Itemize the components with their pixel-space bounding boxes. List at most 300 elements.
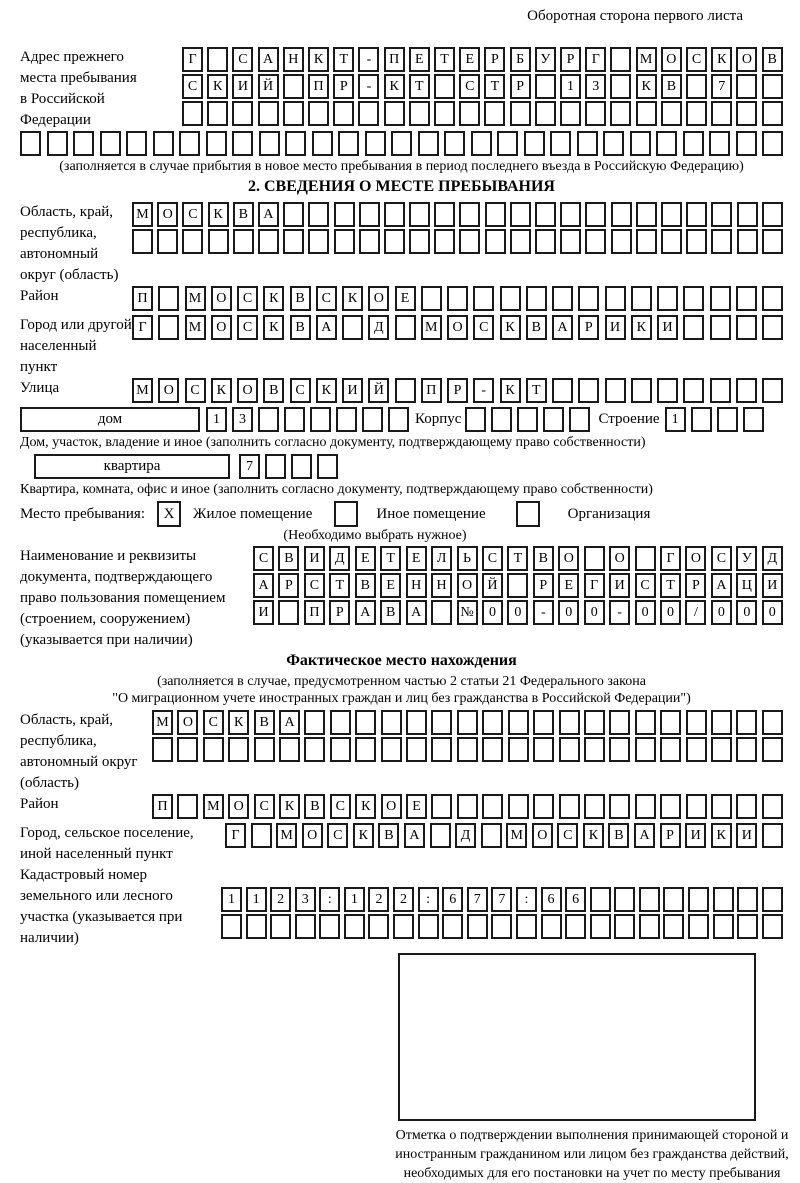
char-cell[interactable]: [636, 101, 657, 126]
char-cell[interactable]: О: [368, 286, 389, 311]
char-cell[interactable]: М: [132, 378, 153, 403]
char-cell[interactable]: [434, 101, 455, 126]
char-cell[interactable]: [207, 47, 228, 72]
char-cell[interactable]: С: [185, 378, 206, 403]
char-cell[interactable]: [691, 407, 712, 432]
char-cell[interactable]: А: [711, 573, 732, 598]
char-cell[interactable]: И: [685, 823, 706, 848]
char-cell[interactable]: [559, 737, 580, 762]
char-cell[interactable]: [421, 286, 442, 311]
char-cell[interactable]: [762, 794, 783, 819]
char-cell[interactable]: [471, 131, 492, 156]
house-box[interactable]: дом: [20, 407, 200, 432]
char-cell[interactable]: [182, 101, 203, 126]
char-cell[interactable]: [762, 710, 783, 735]
char-cell[interactable]: [533, 737, 554, 762]
char-cell[interactable]: В: [608, 823, 629, 848]
char-cell[interactable]: [126, 131, 147, 156]
char-cell[interactable]: О: [381, 794, 402, 819]
char-cell[interactable]: С: [203, 710, 224, 735]
char-cell[interactable]: [431, 794, 452, 819]
char-cell[interactable]: [228, 737, 249, 762]
char-cell[interactable]: 0: [558, 600, 579, 625]
char-cell[interactable]: [208, 229, 229, 254]
char-cell[interactable]: 1: [246, 887, 267, 912]
char-cell[interactable]: [431, 710, 452, 735]
char-cell[interactable]: [334, 229, 355, 254]
char-cell[interactable]: [631, 286, 652, 311]
char-cell[interactable]: К: [500, 315, 521, 340]
char-cell[interactable]: Е: [380, 573, 401, 598]
char-cell[interactable]: [232, 131, 253, 156]
char-cell[interactable]: 1: [344, 887, 365, 912]
char-cell[interactable]: [406, 737, 427, 762]
char-cell[interactable]: 1: [221, 887, 242, 912]
char-cell[interactable]: Е: [355, 546, 376, 571]
char-cell[interactable]: [206, 131, 227, 156]
char-cell[interactable]: К: [208, 202, 229, 227]
char-cell[interactable]: [560, 101, 581, 126]
char-cell[interactable]: К: [711, 823, 732, 848]
char-cell[interactable]: [459, 202, 480, 227]
char-cell[interactable]: [482, 710, 503, 735]
char-cell[interactable]: В: [378, 823, 399, 848]
char-cell[interactable]: [507, 573, 528, 598]
char-cell[interactable]: К: [207, 74, 228, 99]
char-cell[interactable]: 7: [467, 887, 488, 912]
char-cell[interactable]: [381, 737, 402, 762]
char-cell[interactable]: [310, 407, 331, 432]
char-cell[interactable]: И: [762, 573, 783, 598]
char-cell[interactable]: [497, 131, 518, 156]
char-cell[interactable]: [614, 914, 635, 939]
char-cell[interactable]: [533, 710, 554, 735]
char-cell[interactable]: [636, 202, 657, 227]
char-cell[interactable]: [603, 131, 624, 156]
char-cell[interactable]: [330, 737, 351, 762]
char-cell[interactable]: [431, 600, 452, 625]
char-cell[interactable]: [550, 131, 571, 156]
char-cell[interactable]: [482, 737, 503, 762]
char-cell[interactable]: [736, 286, 757, 311]
char-cell[interactable]: [270, 914, 291, 939]
char-cell[interactable]: 3: [232, 407, 253, 432]
char-cell[interactable]: 0: [660, 600, 681, 625]
char-cell[interactable]: [465, 407, 486, 432]
char-cell[interactable]: О: [532, 823, 553, 848]
char-cell[interactable]: [535, 202, 556, 227]
char-cell[interactable]: Ц: [736, 573, 757, 598]
char-cell[interactable]: [362, 407, 383, 432]
char-cell[interactable]: [152, 737, 173, 762]
char-cell[interactable]: [762, 286, 783, 311]
char-cell[interactable]: [585, 229, 606, 254]
char-cell[interactable]: С: [330, 794, 351, 819]
char-cell[interactable]: Е: [395, 286, 416, 311]
char-cell[interactable]: 2: [270, 887, 291, 912]
char-cell[interactable]: [661, 229, 682, 254]
char-cell[interactable]: [762, 202, 783, 227]
char-cell[interactable]: [259, 131, 280, 156]
char-cell[interactable]: [736, 737, 757, 762]
char-cell[interactable]: 0: [584, 600, 605, 625]
char-cell[interactable]: [736, 378, 757, 403]
char-cell[interactable]: Й: [482, 573, 503, 598]
char-cell[interactable]: [762, 737, 783, 762]
char-cell[interactable]: Р: [447, 378, 468, 403]
char-cell[interactable]: [711, 101, 732, 126]
char-cell[interactable]: Е: [406, 546, 427, 571]
char-cell[interactable]: [663, 887, 684, 912]
char-cell[interactable]: С: [327, 823, 348, 848]
checkbox-zhiloe[interactable]: X: [157, 501, 181, 527]
char-cell[interactable]: [182, 229, 203, 254]
char-cell[interactable]: Т: [660, 573, 681, 598]
char-cell[interactable]: К: [228, 710, 249, 735]
char-cell[interactable]: А: [634, 823, 655, 848]
char-cell[interactable]: С: [304, 573, 325, 598]
char-cell[interactable]: К: [279, 794, 300, 819]
char-cell[interactable]: В: [263, 378, 284, 403]
char-cell[interactable]: [510, 229, 531, 254]
char-cell[interactable]: [713, 887, 734, 912]
char-cell[interactable]: Д: [762, 546, 783, 571]
char-cell[interactable]: М: [636, 47, 657, 72]
char-cell[interactable]: [355, 737, 376, 762]
char-cell[interactable]: [517, 407, 538, 432]
char-cell[interactable]: [660, 710, 681, 735]
char-cell[interactable]: [434, 202, 455, 227]
char-cell[interactable]: О: [237, 378, 258, 403]
char-cell[interactable]: [736, 794, 757, 819]
char-cell[interactable]: К: [631, 315, 652, 340]
char-cell[interactable]: [153, 131, 174, 156]
char-cell[interactable]: [355, 710, 376, 735]
char-cell[interactable]: [384, 202, 405, 227]
char-cell[interactable]: [457, 710, 478, 735]
char-cell[interactable]: [657, 286, 678, 311]
char-cell[interactable]: [334, 202, 355, 227]
char-cell[interactable]: [663, 914, 684, 939]
char-cell[interactable]: Г: [225, 823, 246, 848]
char-cell[interactable]: А: [316, 315, 337, 340]
char-cell[interactable]: [100, 131, 121, 156]
char-cell[interactable]: [304, 737, 325, 762]
char-cell[interactable]: [762, 914, 783, 939]
char-cell[interactable]: [543, 407, 564, 432]
char-cell[interactable]: [631, 378, 652, 403]
char-cell[interactable]: [710, 378, 731, 403]
char-cell[interactable]: С: [459, 74, 480, 99]
char-cell[interactable]: О: [609, 546, 630, 571]
char-cell[interactable]: 3: [295, 887, 316, 912]
char-cell[interactable]: [559, 710, 580, 735]
char-cell[interactable]: [686, 74, 707, 99]
char-cell[interactable]: М: [185, 286, 206, 311]
char-cell[interactable]: [762, 823, 783, 848]
char-cell[interactable]: В: [533, 546, 554, 571]
char-cell[interactable]: [710, 286, 731, 311]
char-cell[interactable]: И: [304, 546, 325, 571]
char-cell[interactable]: [541, 914, 562, 939]
char-cell[interactable]: [384, 101, 405, 126]
char-cell[interactable]: С: [473, 315, 494, 340]
char-cell[interactable]: [743, 407, 764, 432]
char-cell[interactable]: А: [253, 573, 274, 598]
char-cell[interactable]: [737, 914, 758, 939]
char-cell[interactable]: [132, 229, 153, 254]
char-cell[interactable]: [565, 914, 586, 939]
char-cell[interactable]: [457, 794, 478, 819]
char-cell[interactable]: Р: [560, 47, 581, 72]
char-cell[interactable]: [359, 202, 380, 227]
char-cell[interactable]: [639, 887, 660, 912]
char-cell[interactable]: Р: [510, 74, 531, 99]
char-cell[interactable]: [447, 286, 468, 311]
char-cell[interactable]: [359, 229, 380, 254]
char-cell[interactable]: [686, 229, 707, 254]
char-cell[interactable]: [711, 202, 732, 227]
char-cell[interactable]: Р: [533, 573, 554, 598]
char-cell[interactable]: [344, 914, 365, 939]
char-cell[interactable]: [683, 315, 704, 340]
char-cell[interactable]: [639, 914, 660, 939]
char-cell[interactable]: [457, 737, 478, 762]
char-cell[interactable]: [251, 823, 272, 848]
char-cell[interactable]: [508, 710, 529, 735]
char-cell[interactable]: [636, 229, 657, 254]
char-cell[interactable]: 1: [206, 407, 227, 432]
char-cell[interactable]: М: [276, 823, 297, 848]
char-cell[interactable]: И: [605, 315, 626, 340]
char-cell[interactable]: С: [237, 286, 258, 311]
char-cell[interactable]: [609, 737, 630, 762]
char-cell[interactable]: [73, 131, 94, 156]
char-cell[interactable]: [535, 101, 556, 126]
char-cell[interactable]: [406, 710, 427, 735]
char-cell[interactable]: [584, 710, 605, 735]
char-cell[interactable]: [711, 229, 732, 254]
char-cell[interactable]: [430, 823, 451, 848]
char-cell[interactable]: [409, 229, 430, 254]
char-cell[interactable]: Е: [406, 794, 427, 819]
char-cell[interactable]: [510, 101, 531, 126]
char-cell[interactable]: С: [290, 378, 311, 403]
char-cell[interactable]: С: [711, 546, 732, 571]
char-cell[interactable]: К: [308, 47, 329, 72]
char-cell[interactable]: Н: [406, 573, 427, 598]
char-cell[interactable]: [418, 131, 439, 156]
char-cell[interactable]: [20, 131, 41, 156]
char-cell[interactable]: К: [355, 794, 376, 819]
char-cell[interactable]: Р: [578, 315, 599, 340]
char-cell[interactable]: [233, 229, 254, 254]
char-cell[interactable]: [336, 407, 357, 432]
char-cell[interactable]: [524, 131, 545, 156]
char-cell[interactable]: А: [406, 600, 427, 625]
char-cell[interactable]: С: [254, 794, 275, 819]
char-cell[interactable]: 6: [442, 887, 463, 912]
checkbox-organizatsiya[interactable]: [516, 501, 540, 527]
char-cell[interactable]: [710, 315, 731, 340]
char-cell[interactable]: [736, 710, 757, 735]
char-cell[interactable]: [485, 229, 506, 254]
char-cell[interactable]: [258, 229, 279, 254]
char-cell[interactable]: [312, 131, 333, 156]
char-cell[interactable]: [395, 315, 416, 340]
char-cell[interactable]: [384, 229, 405, 254]
char-cell[interactable]: [254, 737, 275, 762]
char-cell[interactable]: [584, 794, 605, 819]
char-cell[interactable]: О: [457, 573, 478, 598]
char-cell[interactable]: У: [535, 47, 556, 72]
char-cell[interactable]: О: [558, 546, 579, 571]
char-cell[interactable]: К: [211, 378, 232, 403]
char-cell[interactable]: К: [342, 286, 363, 311]
char-cell[interactable]: [610, 101, 631, 126]
char-cell[interactable]: [717, 407, 738, 432]
char-cell[interactable]: Р: [278, 573, 299, 598]
char-cell[interactable]: [481, 823, 502, 848]
char-cell[interactable]: М: [152, 710, 173, 735]
char-cell[interactable]: И: [609, 573, 630, 598]
char-cell[interactable]: С: [182, 74, 203, 99]
char-cell[interactable]: 1: [560, 74, 581, 99]
char-cell[interactable]: [713, 914, 734, 939]
char-cell[interactable]: [283, 74, 304, 99]
char-cell[interactable]: [688, 914, 709, 939]
char-cell[interactable]: О: [211, 286, 232, 311]
char-cell[interactable]: [635, 710, 656, 735]
char-cell[interactable]: [47, 131, 68, 156]
char-cell[interactable]: [232, 101, 253, 126]
char-cell[interactable]: С: [482, 546, 503, 571]
char-cell[interactable]: [569, 407, 590, 432]
char-cell[interactable]: [203, 737, 224, 762]
char-cell[interactable]: П: [304, 600, 325, 625]
char-cell[interactable]: [656, 131, 677, 156]
char-cell[interactable]: [319, 914, 340, 939]
char-cell[interactable]: [605, 378, 626, 403]
char-cell[interactable]: [657, 378, 678, 403]
char-cell[interactable]: [686, 710, 707, 735]
char-cell[interactable]: [683, 286, 704, 311]
char-cell[interactable]: Т: [380, 546, 401, 571]
char-cell[interactable]: Ь: [457, 546, 478, 571]
char-cell[interactable]: /: [685, 600, 706, 625]
char-cell[interactable]: К: [636, 74, 657, 99]
char-cell[interactable]: Д: [368, 315, 389, 340]
char-cell[interactable]: А: [552, 315, 573, 340]
char-cell[interactable]: [158, 315, 179, 340]
char-cell[interactable]: [635, 737, 656, 762]
char-cell[interactable]: [508, 737, 529, 762]
char-cell[interactable]: [368, 914, 389, 939]
char-cell[interactable]: Е: [409, 47, 430, 72]
flat-box[interactable]: квартира: [34, 454, 230, 479]
char-cell[interactable]: [258, 407, 279, 432]
char-cell[interactable]: А: [279, 710, 300, 735]
char-cell[interactable]: Т: [507, 546, 528, 571]
char-cell[interactable]: 0: [482, 600, 503, 625]
char-cell[interactable]: [442, 914, 463, 939]
char-cell[interactable]: С: [686, 47, 707, 72]
char-cell[interactable]: [737, 202, 758, 227]
char-cell[interactable]: [482, 794, 503, 819]
char-cell[interactable]: [736, 315, 757, 340]
char-cell[interactable]: О: [177, 710, 198, 735]
char-cell[interactable]: В: [661, 74, 682, 99]
char-cell[interactable]: [590, 887, 611, 912]
char-cell[interactable]: [660, 737, 681, 762]
char-cell[interactable]: [585, 101, 606, 126]
char-cell[interactable]: И: [253, 600, 274, 625]
char-cell[interactable]: Л: [431, 546, 452, 571]
char-cell[interactable]: [459, 229, 480, 254]
char-cell[interactable]: К: [263, 315, 284, 340]
char-cell[interactable]: М: [185, 315, 206, 340]
char-cell[interactable]: К: [583, 823, 604, 848]
char-cell[interactable]: [484, 101, 505, 126]
char-cell[interactable]: [431, 737, 452, 762]
char-cell[interactable]: [559, 794, 580, 819]
char-cell[interactable]: [491, 914, 512, 939]
char-cell[interactable]: [283, 202, 304, 227]
char-cell[interactable]: [246, 914, 267, 939]
char-cell[interactable]: [365, 131, 386, 156]
char-cell[interactable]: Р: [333, 74, 354, 99]
char-cell[interactable]: Е: [558, 573, 579, 598]
char-cell[interactable]: [535, 74, 556, 99]
char-cell[interactable]: [510, 202, 531, 227]
char-cell[interactable]: [491, 407, 512, 432]
char-cell[interactable]: [434, 229, 455, 254]
char-cell[interactable]: [711, 794, 732, 819]
char-cell[interactable]: С: [253, 546, 274, 571]
char-cell[interactable]: [762, 74, 783, 99]
char-cell[interactable]: О: [661, 47, 682, 72]
char-cell[interactable]: [279, 737, 300, 762]
char-cell[interactable]: В: [290, 315, 311, 340]
char-cell[interactable]: [660, 794, 681, 819]
char-cell[interactable]: А: [355, 600, 376, 625]
char-cell[interactable]: [500, 286, 521, 311]
char-cell[interactable]: [278, 600, 299, 625]
char-cell[interactable]: №: [457, 600, 478, 625]
char-cell[interactable]: 3: [585, 74, 606, 99]
char-cell[interactable]: М: [421, 315, 442, 340]
char-cell[interactable]: [467, 914, 488, 939]
char-cell[interactable]: Н: [431, 573, 452, 598]
char-cell[interactable]: В: [290, 286, 311, 311]
char-cell[interactable]: В: [355, 573, 376, 598]
char-cell[interactable]: [283, 229, 304, 254]
char-cell[interactable]: Е: [459, 47, 480, 72]
char-cell[interactable]: [560, 229, 581, 254]
char-cell[interactable]: [177, 794, 198, 819]
char-cell[interactable]: У: [736, 546, 757, 571]
char-cell[interactable]: В: [233, 202, 254, 227]
char-cell[interactable]: [762, 229, 783, 254]
char-cell[interactable]: [552, 286, 573, 311]
char-cell[interactable]: П: [152, 794, 173, 819]
char-cell[interactable]: С: [182, 202, 203, 227]
char-cell[interactable]: [736, 101, 757, 126]
char-cell[interactable]: [291, 454, 312, 479]
char-cell[interactable]: К: [500, 378, 521, 403]
char-cell[interactable]: [330, 710, 351, 735]
char-cell[interactable]: П: [421, 378, 442, 403]
